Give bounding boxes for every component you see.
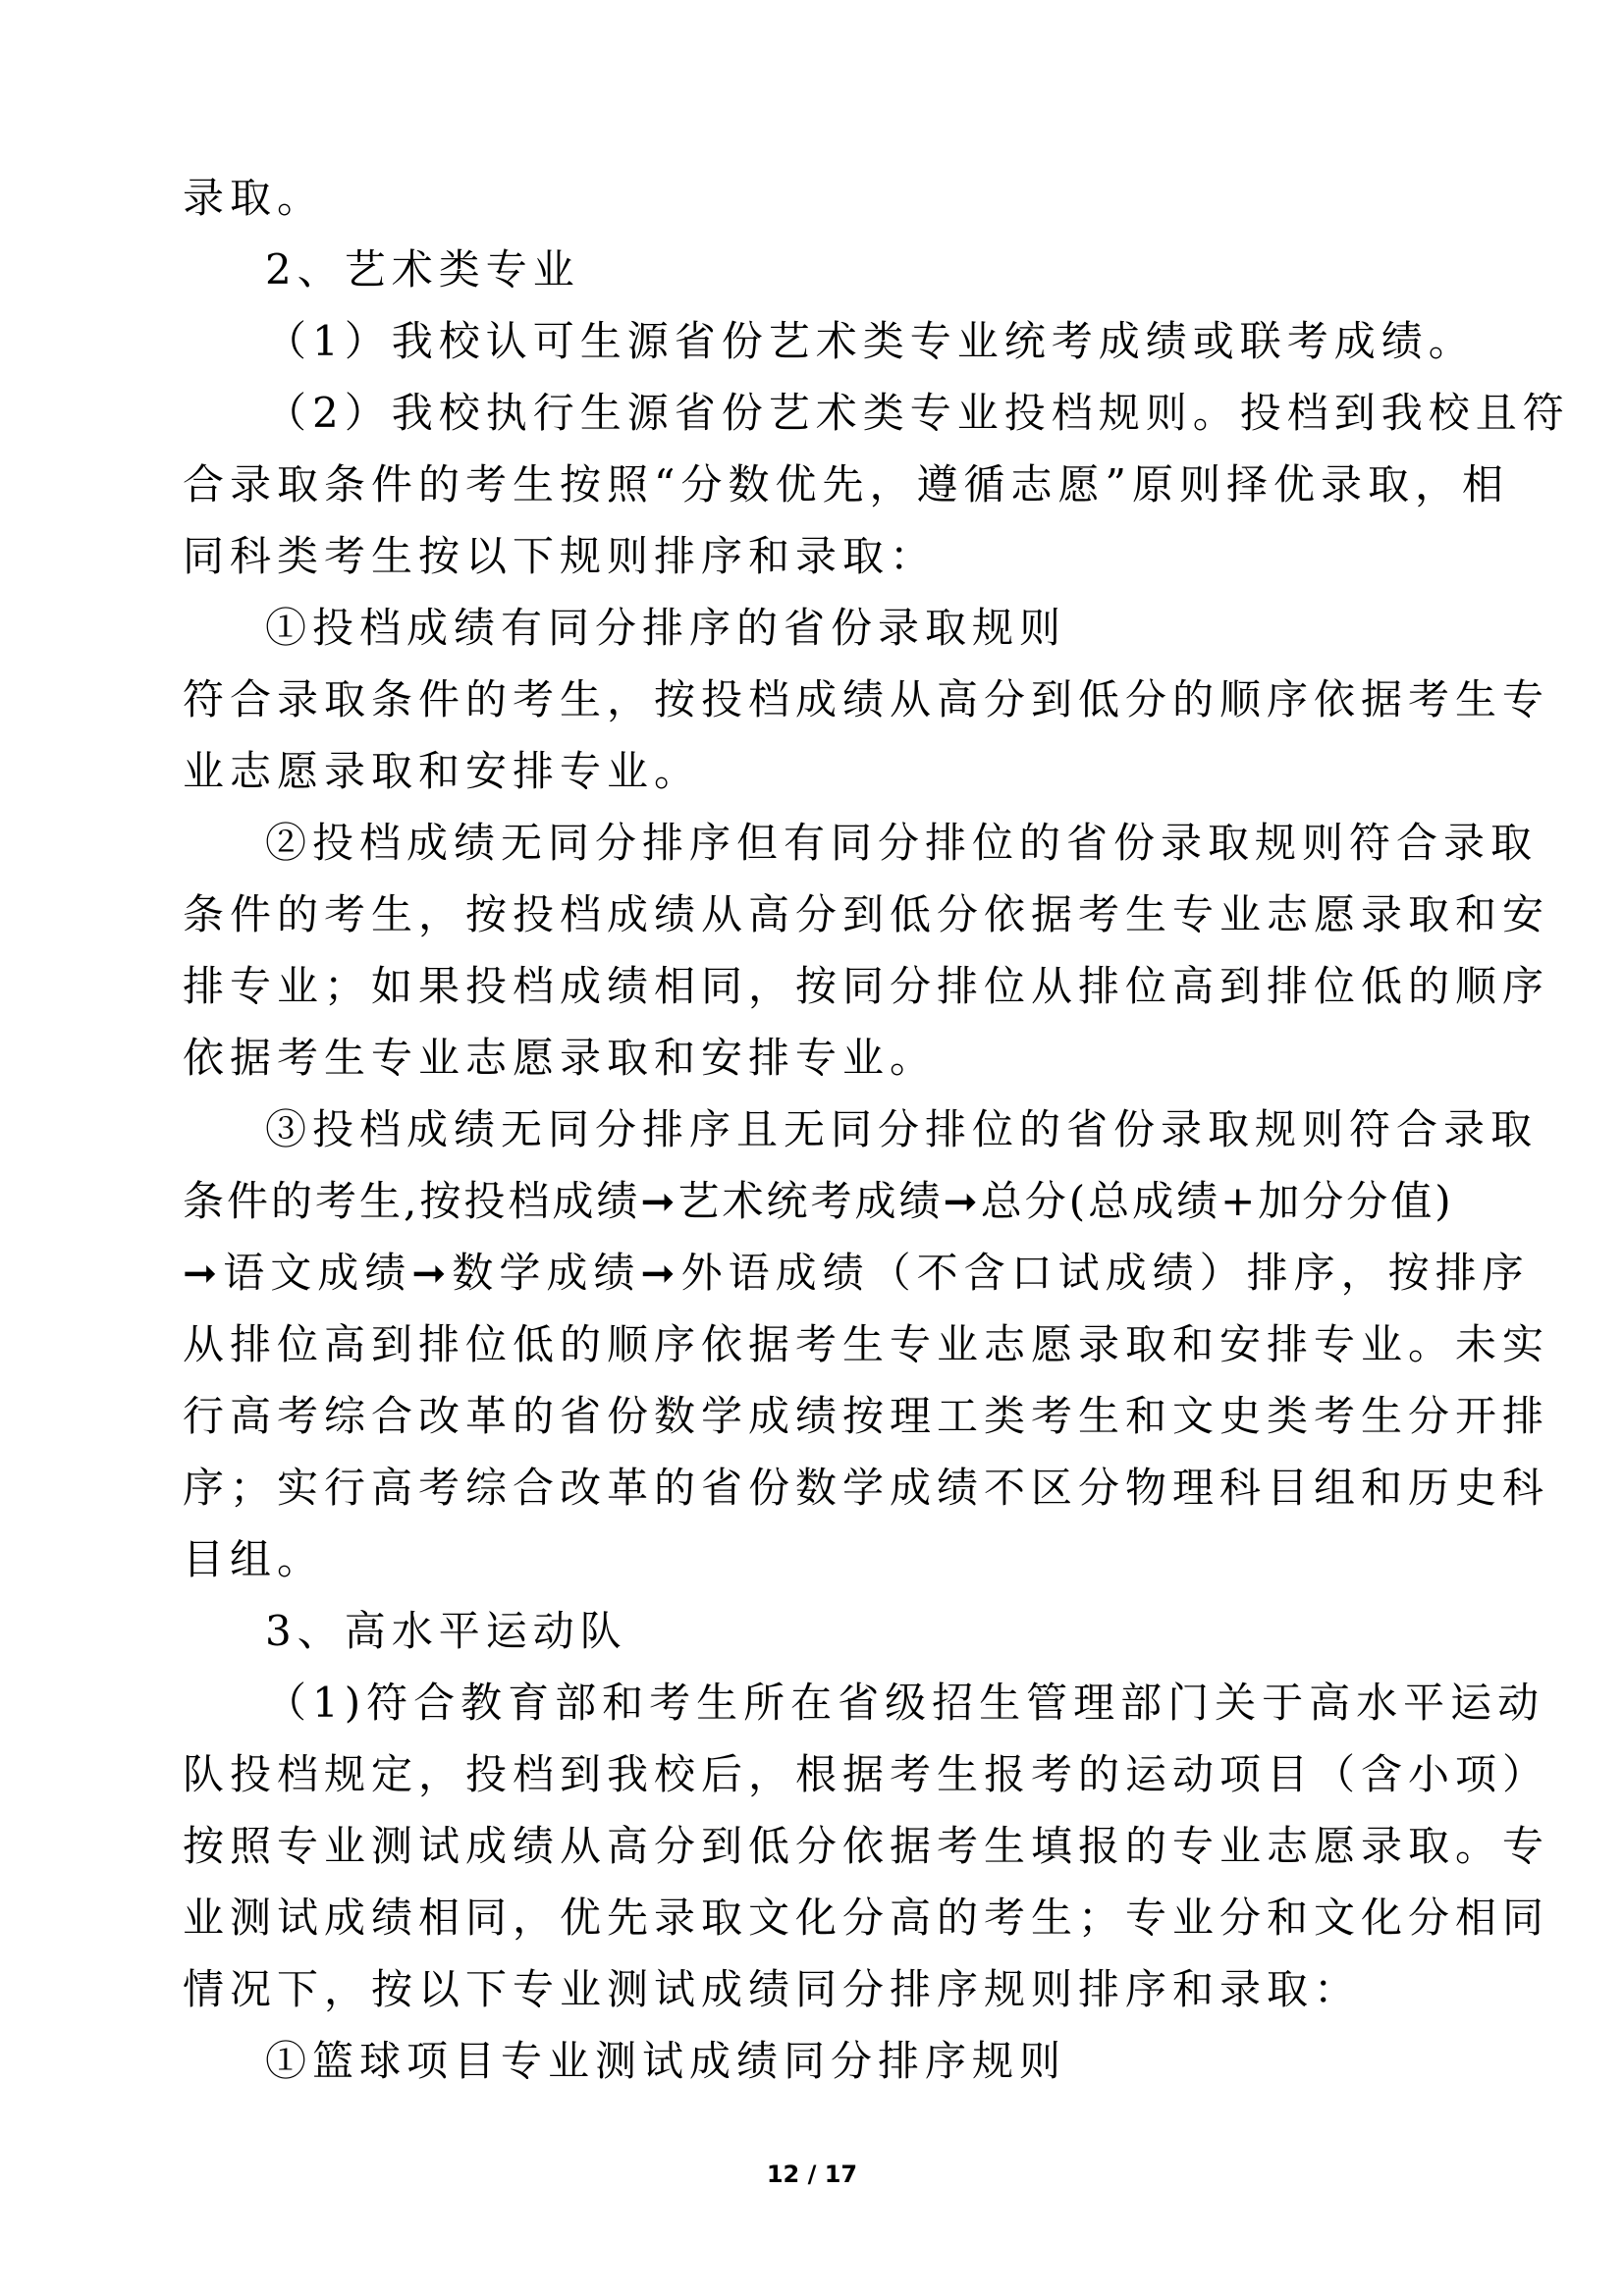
- text-line: 条件的考生，按投档成绩从高分到低分依据考生专业志愿录取和安: [183, 890, 1550, 938]
- text-line: 序；实行高考综合改革的省份数学成绩不区分物理科目组和历史科: [183, 1464, 1550, 1512]
- text-line: ➞语文成绩➞数学成绩➞外语成绩（不含口试成绩）排序，按排序: [183, 1249, 1530, 1297]
- text-line: 合录取条件的考生按照“分数优先，遵循志愿”原则择优录取，相: [183, 460, 1509, 508]
- page-number: 12 / 17: [766, 2161, 858, 2188]
- text-line: ①投档成绩有同分排序的省份录取规则: [265, 604, 1067, 652]
- text-line: 排专业；如果投档成绩相同，按同分排位从排位高到排位低的顺序: [183, 962, 1550, 1010]
- text-line: 同科类考生按以下规则排序和录取：: [183, 532, 938, 580]
- text-line: 依据考生专业志愿录取和安排专业。: [183, 1034, 938, 1082]
- text-line: 条件的考生,按投档成绩➞艺术统考成绩➞总分(总成绩+加分分值): [183, 1177, 1454, 1225]
- text-line: ①篮球项目专业测试成绩同分排序规则: [265, 2037, 1067, 2085]
- text-line: （1）我校认可生源省份艺术类专业统考成绩或联考成绩。: [265, 317, 1476, 365]
- text-line: （2）我校执行生源省份艺术类专业投档规则。投档到我校且符: [265, 389, 1570, 437]
- text-line: 队投档规定，投档到我校后，根据考生报考的运动项目（含小项）: [183, 1750, 1550, 1798]
- text-line: 从排位高到排位低的顺序依据考生专业志愿录取和安排专业。未实: [183, 1320, 1550, 1368]
- text-line: 业志愿录取和安排专业。: [183, 747, 702, 795]
- text-line: ③投档成绩无同分排序且无同分排位的省份录取规则符合录取: [265, 1105, 1539, 1153]
- text-line: 行高考综合改革的省份数学成绩按理工类考生和文史类考生分开排: [183, 1392, 1550, 1440]
- text-line: 按照专业测试成绩从高分到低分依据考生填报的专业志愿录取。专: [183, 1822, 1550, 1870]
- section-heading: 3、高水平运动队: [265, 1607, 627, 1655]
- text-line: 业测试成绩相同，优先录取文化分高的考生；专业分和文化分相同: [183, 1894, 1550, 1942]
- text-line: 符合录取条件的考生，按投档成绩从高分到低分的顺序依据考生专: [183, 675, 1550, 723]
- text-line: （1)符合教育部和考生所在省级招生管理部门关于高水平运动: [265, 1679, 1545, 1727]
- text-line: 情况下，按以下专业测试成绩同分排序规则排序和录取：: [183, 1965, 1362, 2013]
- text-line: 录取。: [183, 174, 325, 222]
- text-line: ②投档成绩无同分排序但有同分排位的省份录取规则符合录取: [265, 819, 1539, 867]
- section-heading: 2、艺术类专业: [265, 245, 580, 294]
- text-line: 目组。: [183, 1535, 325, 1583]
